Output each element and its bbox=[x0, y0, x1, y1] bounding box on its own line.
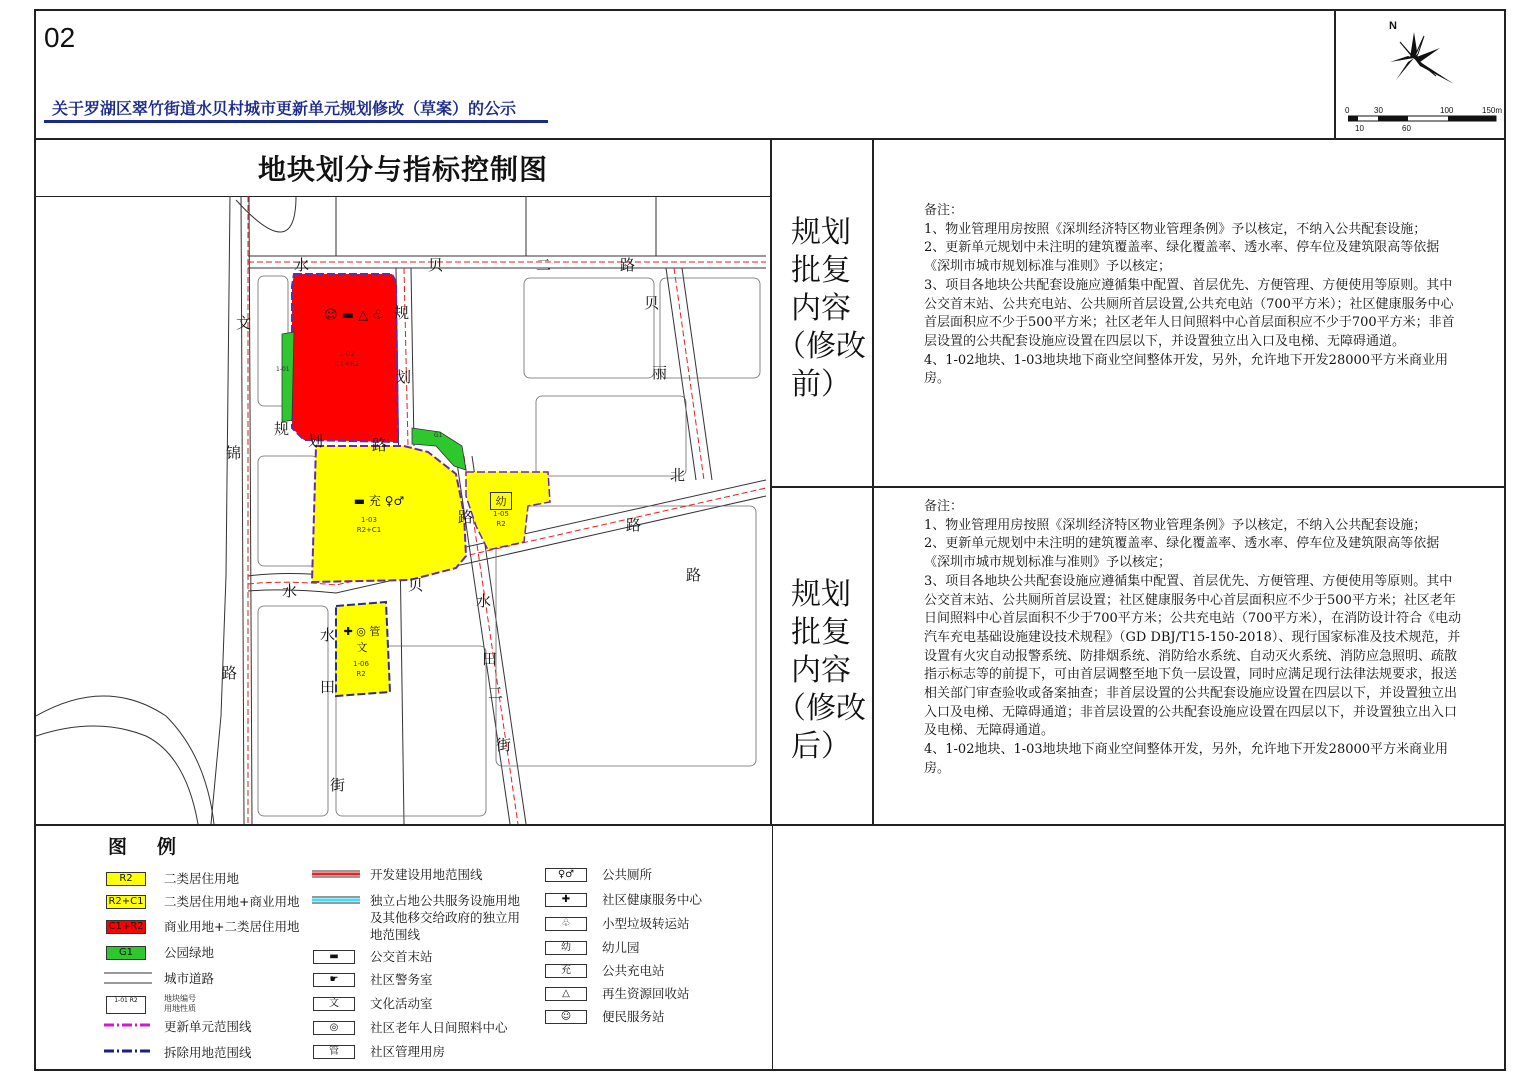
road-label-shuitian-tian: 田 bbox=[482, 650, 498, 668]
legend-swatch-c1-r2: C1+R2 bbox=[106, 920, 146, 934]
before-note-3: 3、项目各地块公共配套设施应遵循集中配置、首层优先、方便管理、方便使用等原则。其中公交首末站、公共充电站、公共厕所首层设置,公共充电站（700平方米）；社区健康服务中心首层面积应不少于500平方米；社区老年人日间照料中心首层面积应不少于700平方米；非首层设置的公共配套设施应设置在四层以下，并设置独立出入口及电梯、无障碍通道。 bbox=[924, 277, 1455, 349]
garbage-station-icon: ♧ bbox=[545, 917, 587, 931]
road-label-left-tian: 田 bbox=[320, 678, 336, 696]
culture-room-icon: 文 bbox=[313, 997, 355, 1011]
police-office-icon: ☛ bbox=[313, 973, 355, 987]
kindergarten-icon: 幼 bbox=[545, 941, 587, 955]
legend-label-health-center: 社区健康服务中心 bbox=[602, 892, 703, 907]
road-label-bei: 贝 bbox=[428, 256, 444, 274]
legend-label-road: 城市道路 bbox=[164, 971, 215, 986]
scale-label-60: 60 bbox=[1402, 124, 1411, 133]
legend-parcel-code-line2: 用地性质 bbox=[164, 1004, 196, 1013]
map-canvas bbox=[36, 196, 770, 824]
legend-label-police-office: 社区警务室 bbox=[370, 972, 433, 987]
scale-label-30: 30 bbox=[1374, 106, 1383, 115]
road-label-wen: 文 bbox=[236, 314, 252, 332]
scale-bar-icon bbox=[1348, 114, 1500, 124]
map-title: 地块划分与指标控制图 bbox=[257, 153, 548, 186]
legend-road-symbol-icon bbox=[104, 970, 152, 986]
legend-right-divider bbox=[772, 824, 773, 1071]
road-label-left-jie: 街 bbox=[330, 776, 346, 794]
legend-label-kindergarten: 幼儿园 bbox=[602, 940, 640, 955]
parcel-1-03-use: R2+C1 bbox=[356, 526, 382, 534]
scale-label-150: 150m bbox=[1482, 106, 1503, 115]
road-label-shuitian-er: 二 bbox=[488, 684, 504, 702]
label-divider bbox=[872, 138, 874, 826]
charging-station-icon: 充 bbox=[545, 964, 587, 978]
road-label-beili-bei: 贝 bbox=[644, 294, 660, 312]
legend-label-garbage-station: 小型垃圾转运站 bbox=[602, 916, 690, 931]
scale-label-100: 100 bbox=[1440, 106, 1454, 115]
parcel-1-05-use: R2 bbox=[496, 520, 506, 528]
road-label-beili-lu: 路 bbox=[686, 566, 702, 584]
legend-parcel-code-line1: 地块编号 bbox=[164, 994, 196, 1003]
before-note-4: 4、1-02地块、1-03地块地下商业空间整体开发，另外，允许地下开发28000平方米商业用房。 bbox=[924, 352, 1449, 387]
legend-swatch-g1: G1 bbox=[106, 946, 146, 960]
parcel-1-05-icons: 幼 bbox=[490, 492, 512, 510]
parcel-1-02-code: 1-02 bbox=[339, 350, 355, 358]
legend-label-community-management: 社区管理用房 bbox=[370, 1044, 446, 1059]
legend-label-public-facility: 独立占地公共服务设施用地及其他移交给政府的独立用地范围线 bbox=[370, 893, 521, 942]
parcel-1-03-code: 1-03 bbox=[361, 516, 377, 524]
legend-label-r2: 二类居住用地 bbox=[164, 871, 240, 886]
legend-label-c1-r2: 商业用地+二类居住用地 bbox=[164, 919, 300, 934]
parcel-map bbox=[36, 196, 770, 824]
legend-label-bus-terminal: 公交首末站 bbox=[370, 949, 433, 964]
after-label-line-1: 规划 bbox=[791, 577, 851, 612]
road-label-jin: 锦 bbox=[226, 444, 242, 462]
legend-label-g1: 公园绿地 bbox=[164, 945, 215, 960]
legend-label-public-toilet: 公共厕所 bbox=[602, 867, 653, 882]
before-note-heading: 备注： bbox=[924, 203, 964, 218]
road-label-bei2: 北 bbox=[670, 466, 686, 484]
road-label-gui2: 规 bbox=[274, 420, 290, 438]
before-label-line-2: 批复 bbox=[791, 253, 851, 288]
elderly-care-icon: ◎ bbox=[313, 1021, 355, 1035]
sheet-number: 02 bbox=[44, 22, 76, 53]
road-label-shuibei-lu: 路 bbox=[626, 516, 642, 534]
before-note-2: 2、更新单元规划中未注明的建筑覆盖率、绿化覆盖率、透水率、停车位及建筑限高等依据《深圳市城市规划标准与准则》予以核定； bbox=[924, 240, 1440, 275]
legend-label-r2-c1: 二类居住用地+商业用地 bbox=[164, 894, 300, 909]
legend-parcel-code-label bbox=[164, 994, 196, 1014]
after-label-line-2: 批复 bbox=[791, 615, 851, 650]
north-label: N bbox=[1389, 20, 1397, 32]
parcel-1-06-icons: ✚ ◎ 管 文 bbox=[343, 625, 381, 654]
legend-label-service-station: 便民服务站 bbox=[602, 1009, 665, 1024]
road-label-shuitian-shui: 水 bbox=[476, 592, 492, 610]
legend-label-dev-boundary: 开发建设用地范围线 bbox=[370, 867, 483, 882]
public-toilet-icon: ♀♂ bbox=[545, 868, 587, 882]
before-note-1: 1、物业管理用房按照《深圳经济特区物业管理条例》予以核定，不纳入公共配套设施； bbox=[924, 221, 1427, 237]
road-label-shuibei-bei: 贝 bbox=[408, 576, 424, 594]
road-label-left-shui: 水 bbox=[320, 626, 336, 644]
legend-public-facility-line-icon bbox=[312, 894, 360, 906]
compass-divider bbox=[1334, 9, 1336, 139]
parcel-1-02 bbox=[292, 274, 398, 442]
parcel-1-03-icons: ▬ 充 ♀♂ bbox=[353, 494, 405, 508]
scale-label-0: 0 bbox=[1345, 106, 1350, 115]
after-note-3: 3、项目各地块公共配套设施应遵循集中配置、首层优先、方便管理、方便使用等原则。其中公交首末站、公共厕所首层设置；社区健康服务中心首层面积应不少于500平方米；社区老年日间照料中心首层面积不少于700平方米；公共充电站（700平方米），在消防设计符合《电动汽车充电基础设施建设技术规程》（GD DBJ/T15-150-2018）、现行国家标准及技术规范，并设置有火灾自动报警系统、防排烟系统、消防给水系统、自动灭火系统、消防应急照明、疏散指示标志等的前提下，可由首层调整至地下负一层设置，同时应满足现行法律法规要求，报送相关部门审查验收或备案抽查；非首层设置的公共配套设施应设置在四层以下，并设置独立出入口及电梯、无障碍通道；非首层设置的公共配套设施应设置在四层以下，并设置独立出入口及电梯、无障碍通道。 bbox=[924, 573, 1462, 739]
legend-label-recycling-station: 再生资源回收站 bbox=[602, 986, 690, 1001]
health-center-icon: ✚ bbox=[545, 893, 587, 907]
road-label-er: 二 bbox=[536, 256, 552, 274]
title-underline bbox=[44, 120, 548, 123]
compass-rose-icon bbox=[1380, 28, 1460, 88]
after-note-heading: 备注： bbox=[924, 499, 964, 514]
legend-label-charging-station: 公共充电站 bbox=[602, 963, 665, 978]
road-label-lu3: 路 bbox=[458, 508, 474, 526]
parcel-1-06-code: 1-06 bbox=[353, 660, 369, 668]
before-notes bbox=[924, 202, 1464, 389]
legend-label-renewal-boundary: 更新单元范围线 bbox=[164, 1019, 252, 1034]
legend-parcel-code-symbol: 1-01 R2 bbox=[106, 996, 146, 1014]
after-label-line-5: 后） bbox=[791, 729, 851, 764]
road-label-hua2: 划 bbox=[308, 432, 324, 450]
legend-renewal-line-icon bbox=[104, 1020, 152, 1030]
before-label-line-3: 内容 bbox=[791, 291, 851, 326]
legend-dev-boundary-icon bbox=[312, 868, 360, 880]
document-title: 关于罗湖区翠竹街道水贝村城市更新单元规划修改（草案）的公示 bbox=[52, 99, 517, 118]
before-label-line-5: 前） bbox=[791, 367, 851, 402]
after-label-line-3: 内容 bbox=[791, 653, 851, 688]
road-label-shuitian-jie: 街 bbox=[496, 736, 512, 754]
legend-label-demolition-boundary: 拆除用地范围线 bbox=[164, 1045, 252, 1060]
road-label-gui: 规 bbox=[394, 304, 410, 322]
parcel-1-04-use: G1 bbox=[434, 432, 443, 439]
road-label-shui: 水 bbox=[294, 256, 310, 274]
road-label-li: 丽 bbox=[652, 364, 668, 382]
legend-label-elderly-care: 社区老年人日间照料中心 bbox=[370, 1020, 508, 1035]
before-label-line-4: （修改 bbox=[776, 329, 866, 364]
after-label-line-4: （修改 bbox=[776, 691, 866, 726]
road-label-hua: 划 bbox=[396, 368, 412, 386]
legend-demolition-line-icon bbox=[104, 1046, 152, 1056]
parcel-1-01-code: 1-01 bbox=[276, 366, 290, 373]
service-station-icon: ☺ bbox=[545, 1010, 587, 1024]
legend-swatch-r2-c1: R2+C1 bbox=[106, 895, 146, 909]
before-label-line-1: 规划 bbox=[791, 215, 851, 250]
road-label-wenjin-lu: 路 bbox=[222, 664, 238, 682]
after-note-1: 1、物业管理用房按照《深圳经济特区物业管理条例》予以核定，不纳入公共配套设施； bbox=[924, 517, 1427, 533]
parcel-1-02-icons: ☺ ▬ △ ♧ bbox=[324, 308, 384, 323]
road-label-shuibei-shui: 水 bbox=[282, 582, 298, 600]
parcel-1-05-code: 1-05 bbox=[493, 510, 509, 518]
parcel-1-03 bbox=[312, 446, 466, 582]
after-panel-label bbox=[772, 576, 870, 766]
after-notes bbox=[924, 498, 1464, 779]
bus-terminal-icon: ▬ bbox=[313, 950, 355, 964]
legend-swatch-r2: R2 bbox=[106, 872, 146, 886]
road-label-lu: 路 bbox=[620, 256, 636, 274]
panel-divider bbox=[770, 486, 1506, 488]
parcel-1-01 bbox=[282, 332, 294, 422]
after-note-4: 4、1-02地块、1-03地块地下商业空间整体开发，另外，允许地下开发28000平方米商业用房。 bbox=[924, 742, 1449, 776]
parcel-1-02-use: C1+R2 bbox=[334, 360, 360, 368]
parcel-1-06-use: R2 bbox=[356, 670, 366, 678]
legend-label-culture-room: 文化活动室 bbox=[370, 996, 433, 1011]
legend-title: 图例 bbox=[108, 836, 207, 858]
road-label-lu2: 路 bbox=[372, 436, 388, 454]
after-note-2: 2、更新单元规划中未注明的建筑覆盖率、绿化覆盖率、透水率、停车位及建筑限高等依据《深圳市城市规划标准与准则》予以核定； bbox=[924, 536, 1440, 571]
community-management-icon: 管 bbox=[313, 1045, 355, 1059]
recycling-station-icon: △ bbox=[545, 987, 587, 1001]
before-panel-label bbox=[772, 214, 870, 404]
scale-label-10: 10 bbox=[1355, 124, 1364, 133]
